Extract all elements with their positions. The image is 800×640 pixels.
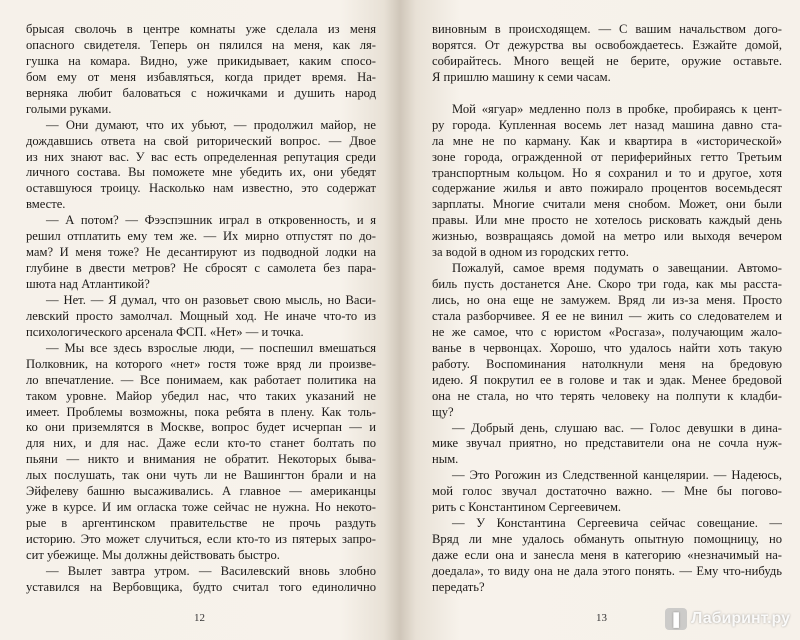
book-logo-icon: ❚ [665, 608, 687, 630]
text-line: за водой в одном из городских гетто. [432, 245, 629, 260]
text-line: передать? [432, 579, 485, 594]
text-line: зоне города, огражденной от периферийных гетто Третьим [432, 149, 782, 164]
text-line: ко они приземлятся в Москве, вопрос будет исчерпан — и [26, 420, 376, 435]
text-line: бом ему от меня избавляться, когда придет время. На- [26, 69, 376, 84]
right-page-bottom-block [432, 102, 782, 596]
text-line: Мой «ягуар» медленно полз в пробке, пробираясь к цент- [452, 101, 782, 116]
text-line: — Они думают, что их убьют, — продолжил майор, не [46, 117, 376, 132]
text-line: голыми руками. [26, 101, 112, 116]
text-line: лых послушать, так они чуть ли не Вашингтон брали и на [26, 468, 376, 483]
text-line: — У Константина Сергеевича сейчас совещание. — [452, 516, 782, 531]
text-line: содержание жилья и авто пожирало процентов восемьдесят [432, 181, 782, 196]
text-line: глубине в двести метров? Не сбросят с самолета без пара- [26, 261, 376, 276]
text-line: — Добрый день, слушаю вас. — Голос девушки в дина- [452, 420, 782, 435]
watermark-text: Лабиринт.ру [691, 610, 790, 627]
text-line: пьяни — никто и внимания не обратит. Некоторых быва- [26, 452, 376, 467]
text-line: вместе. [26, 197, 66, 212]
text-line: биль пусть достанется Ане. Скоро три года, как мы расста- [432, 277, 782, 292]
text-line: — Нет. — Я думал, что он разовьет свою мысль, но Васи- [46, 292, 376, 307]
text-line: ру города. Купленная восемь лет назад машина давно ста- [432, 117, 782, 132]
text-line: левский просто замолчал. Мощный ход. Не иначе что-то из [26, 308, 376, 323]
text-line: ло впечатление. — Все понимаем, как работает политика на [26, 372, 376, 387]
text-line: для них, и для нас. Даже если кто-то станет болтать по [26, 436, 376, 451]
text-line: мам? И меня тоже? Не десантируют из подводной лодки на [26, 245, 376, 260]
text-line: Эйфелеву башню высаживались. А главное — американцы [26, 484, 376, 499]
text-line: лись, но она еще не замужем. Вряд ли из-за меня. Просто [432, 293, 782, 307]
text-line: ным. [432, 452, 459, 467]
text-line: жизнью, возвращаясь домой на метро или выходя вечером [432, 229, 782, 244]
text-line: решил отплатить ему тем же. — Их мирно отпустят по до- [26, 229, 376, 244]
text-line: — Это Рогожин из Следственной канцелярии. — Надеюсь, [452, 468, 782, 483]
text-line: личного состава. Вы поможете мне убедить их, они убедят [26, 165, 376, 180]
text-line: шюта над Атлантикой? [26, 277, 150, 291]
text-line: ла мне не по карману. Как и квартира в «исторической» [432, 133, 782, 148]
text-line: правы. Или мне просто не хотелось рисковать каждый день [432, 213, 782, 228]
text-line: щу? [432, 404, 454, 419]
text-line: зарплаты. Многие считали меня снобом. Может, они были [432, 197, 782, 212]
text-line: рить с Константином Сергеевичем. [432, 500, 622, 515]
text-line: таком уровне. Майор убедил нас, что таких указаний не [26, 388, 376, 403]
section-break [432, 86, 782, 102]
text-line: даже если она и занесла меня в категорию «незначимый на- [432, 548, 782, 562]
text-line: уже в курсе. И им огласка тоже сейчас не нужна. Но некото- [26, 500, 376, 515]
text-line: гушка на комара. Видно, уже прикидывает, каким спосо- [26, 53, 376, 68]
text-line: уставился на Вербовщика, будто считал того единолично [26, 579, 376, 594]
text-line: ванье в червонцах. Хорошо, что удалось найти хоть такую [432, 340, 782, 355]
right-page-top-block [432, 22, 782, 86]
text-line: — А потом? — Фээспэшник играл в откровенность, и я [46, 213, 376, 228]
text-line: собирайтесь. Много вещей не берите, оружие оставьте. [432, 53, 782, 68]
left-page-number: 12 [194, 612, 205, 624]
text-line: верняка любит баловаться с ножичками и душить народ [26, 85, 376, 100]
right-page-text [432, 22, 782, 596]
text-line: доедала», то виду она не дала этого понять. — Ему что-нибудь [432, 563, 782, 578]
text-line: сит убежище. Мы должны действовать быстро. [26, 547, 280, 562]
right-page-number: 13 [596, 612, 607, 624]
text-line: рые в аргентинском правительстве не прочь раздуть [26, 516, 376, 531]
text-line: — Мы все здесь взрослые люди, — поспешил вмешаться [46, 340, 376, 355]
text-line: психологического арсенала ФСП. «Нет» — и точка. [26, 324, 304, 339]
text-line: Пожалуй, самое время подумать о завещании. Автомо- [452, 261, 782, 276]
text-line: дождавшись ответа на свой риторический вопрос. — Двое [26, 133, 376, 148]
text-line: — Вылет завтра утром. — Василевский вновь злобно [46, 563, 376, 578]
left-page-text [26, 22, 376, 596]
text-line: Я пришлю машину к семи часам. [432, 69, 611, 84]
text-line: она не стала, но что терять человеку на полпути к кладби- [432, 388, 782, 403]
text-line: стала разборчивее. Я ее не винил — жить со следователем и [432, 308, 782, 323]
text-line: из них знают вас. У вас есть определенная репутация среди [26, 149, 376, 164]
text-line: историю. Это может случиться, если кто-то из пятерых запро- [26, 532, 376, 546]
text-line: виновным в происходящем. — С вашим начальством дого- [432, 22, 782, 36]
text-line: ворятся. От дежурства вы освобождаетесь. Езжайте домой, [432, 37, 782, 52]
text-line: работу. Воспоминания натолкнули меня на бредовую [432, 356, 782, 371]
text-line: мой голос звучал достаточно важно. — Мне бы погово- [432, 484, 782, 499]
text-line: опасного свидетеля. Теперь он пялился на меня, как ля- [26, 37, 376, 52]
right-page [400, 0, 800, 640]
text-line: транспортным кольцом. Но я сохранил и то и другое, хотя [432, 165, 782, 180]
text-line: оставшуюся троицу. Насколько нам известно, это содержат [26, 181, 376, 196]
text-line: Вряд ли мне удалось обмануть опытную помощницу, но [432, 532, 782, 547]
watermark [665, 608, 790, 630]
text-line: брысая сволочь в центре комнаты уже сделала из меня [26, 22, 376, 36]
text-line: Полковник, на которого «нет» гостя тоже вряд ли произве- [26, 356, 376, 371]
text-line: имеет. Проблемы возможны, пока ребята в плену. Как толь- [26, 404, 376, 419]
text-line: идею. Я покрутил ее в голове и так и эдак. Менее бредовой [432, 372, 782, 387]
text-line: мике звучал приятно, но представители она не сочла нуж- [432, 436, 782, 451]
text-line: не же самое, что с юристом «Росгаза», получающим жало- [432, 324, 782, 339]
